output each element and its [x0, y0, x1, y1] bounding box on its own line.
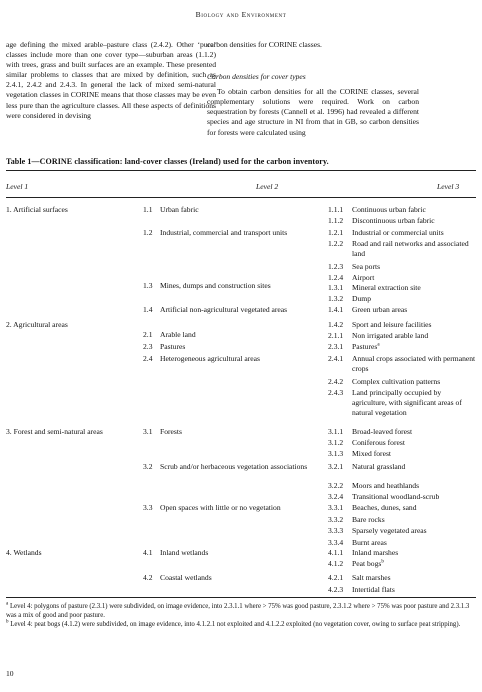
level3-label — [352, 573, 477, 583]
level3-label-text: Peat bogs — [352, 559, 382, 568]
level3-code: 1.4.1 — [328, 305, 344, 314]
level3-label — [352, 538, 477, 548]
level2-code: 1.4 — [143, 305, 153, 314]
level2-label: Mines, dumps and construction sites — [160, 281, 271, 290]
level3-code: 3.2.4 — [328, 492, 344, 501]
level3-label-text: Sparsely vegetated areas — [352, 526, 427, 535]
level2-code: 4.2 — [143, 573, 153, 582]
level3-label-text: Intertidal flats — [352, 585, 395, 594]
level3-label — [352, 449, 477, 459]
level3-label-text: Mixed forest — [352, 449, 392, 458]
level3-label — [352, 331, 477, 341]
level3-code: 2.4.1 — [328, 354, 344, 363]
level3-label-text: Industrial or commercial units — [352, 228, 444, 237]
table-footnotes — [6, 602, 476, 630]
level3-code: 2.4.3 — [328, 388, 344, 397]
level2-label: Forests — [160, 427, 182, 436]
level3-label — [352, 262, 477, 272]
level3-code: 3.3.3 — [328, 526, 344, 535]
table-bottom-rule — [6, 597, 476, 598]
level3-code: 3.3.2 — [328, 515, 344, 524]
right-column — [207, 40, 419, 138]
level2-code: 3.1 — [143, 427, 153, 436]
level3-code: 3.2.1 — [328, 462, 344, 471]
table-header-rule — [6, 197, 476, 198]
table-top-rule — [6, 170, 476, 171]
level3-label-text: Discontinuous urban fabric — [352, 216, 435, 225]
level3-label-text: Complex cultivation patterns — [352, 377, 441, 386]
level3-label — [352, 503, 477, 513]
level3-label-text: Land principally occupied by agriculture, with significant areas of natural vegetation — [352, 388, 462, 418]
level2-code: 1.3 — [143, 281, 153, 290]
table-header-level-2: Level 2 — [256, 182, 279, 191]
level3-label-text: Sport and leisure facilities — [352, 320, 432, 329]
level3-label — [352, 526, 477, 536]
level3-code: 2.4.2 — [328, 377, 344, 386]
level3-label — [352, 305, 477, 315]
level3-label — [352, 354, 477, 374]
level3-label-text: Non irrigated arable land — [352, 331, 429, 340]
level3-code: 1.3.1 — [328, 283, 344, 292]
level3-code: 1.3.2 — [328, 294, 344, 303]
level2-label: Urban fabric — [160, 205, 199, 214]
level2-label: Artificial non-agricultural vegetated areas — [160, 305, 288, 314]
table-caption: Table 1—CORINE classification: land-cover classes (Ireland) used for the carbon inventory. — [6, 157, 329, 166]
level2-label: Coastal wetlands — [160, 573, 212, 582]
level3-label — [352, 559, 477, 569]
level3-code: 3.3.4 — [328, 538, 344, 547]
level2-label: Heterogeneous agricultural areas — [160, 354, 260, 363]
right-column-carryover: carbon densities for CORINE classes. — [207, 40, 322, 49]
section-subheading: Carbon densities for cover types — [207, 72, 306, 82]
level3-code: 4.2.3 — [328, 585, 344, 594]
level2-code: 2.1 — [143, 330, 153, 339]
level2-code: 3.3 — [143, 503, 153, 512]
level3-label — [352, 228, 477, 238]
level3-label — [352, 283, 477, 293]
level3-label-text: Inland marshes — [352, 548, 399, 557]
level3-code: 3.2.2 — [328, 481, 344, 490]
footnote-mark: a — [6, 601, 9, 607]
level3-code: 4.1.2 — [328, 559, 344, 568]
level3-label — [352, 462, 477, 472]
level2-code: 4.1 — [143, 548, 153, 557]
level3-label-text: Moors and heathlands — [352, 481, 420, 490]
level2-label: Arable land — [160, 330, 196, 339]
running-head: Biology and Environment — [195, 10, 287, 19]
level3-label — [352, 585, 477, 595]
level3-code: 3.3.1 — [328, 503, 344, 512]
level3-code: 4.2.1 — [328, 573, 344, 582]
level2-label: Open spaces with little or no vegetation — [160, 503, 281, 512]
level3-code: 2.1.1 — [328, 331, 344, 340]
level3-label-text: Continuous urban fabric — [352, 205, 426, 214]
level3-code: 2.3.1 — [328, 342, 344, 351]
level3-label-text: Transitional woodland-scrub — [352, 492, 440, 501]
level3-label — [352, 438, 477, 448]
footnote-text: Level 4: polygons of pasture (2.3.1) were subdivided, on image evidence, into 2.3.1.1 where > 75% was good pasture, 2.3.1.2 where > 75% was poor pasture and 2.3.1.3 was a mix of good and poor pasture. — [6, 603, 470, 620]
level3-code: 1.1.1 — [328, 205, 344, 214]
level1-class: 3. Forest and semi-natural areas — [6, 427, 103, 436]
level2-label: Industrial, commercial and transport units — [160, 228, 288, 237]
footnote-b — [6, 620, 476, 629]
level3-label-text: Dump — [352, 294, 371, 303]
level1-class: 4. Wetlands — [6, 548, 42, 557]
level3-label-text: Green urban areas — [352, 305, 408, 314]
level2-label: Pastures — [160, 342, 186, 351]
level3-label — [352, 239, 477, 259]
level3-label — [352, 492, 477, 502]
footnote-a — [6, 602, 476, 620]
table-header-level-1: Level 1 — [6, 182, 29, 191]
level3-label — [352, 377, 477, 387]
level2-code: 1.2 — [143, 228, 153, 237]
level2-label: Inland wetlands — [160, 548, 209, 557]
level3-label-text: Airport — [352, 273, 375, 282]
level3-code: 1.1.2 — [328, 216, 344, 225]
level3-label-text: Natural grassland — [352, 462, 406, 471]
level3-code: 1.2.4 — [328, 273, 344, 282]
level2-code: 2.4 — [143, 354, 153, 363]
level3-code: 3.1.1 — [328, 427, 344, 436]
level3-label — [352, 548, 477, 558]
level3-code: 1.2.3 — [328, 262, 344, 271]
level2-code: 1.1 — [143, 205, 153, 214]
level3-label — [352, 216, 477, 226]
footnote-mark: a — [377, 342, 380, 348]
level3-label-text: Bare rocks — [352, 515, 385, 524]
level3-label-text: Salt marshes — [352, 573, 391, 582]
right-column-paragraph: To obtain carbon densities for all the CORINE classes, several complementary solutions were required. Work on carbon sequestration by forests (Cannell et al. 1996) had revealed a different species and age structure in NI from that in GB, so carbon densities for forests were calculated using — [207, 87, 419, 137]
level3-label — [352, 427, 477, 437]
level3-label — [352, 515, 477, 525]
level3-code: 1.2.2 — [328, 239, 344, 248]
level3-label — [352, 273, 477, 283]
level3-code: 3.1.2 — [328, 438, 344, 447]
level3-label-text: Mineral extraction site — [352, 283, 421, 292]
left-column-paragraph: age defining the mixed arable–pasture class (2.4.2). Other ‘pure’ classes include more than one cover type—suburban areas (1.1.2) with trees, grass and built surfaces are an example. These presented similar problems to classes that are mixed by definition, such as 2.4.1, 2.4.2 and 2.4.3. In general the lack of mixed semi-natural vegetation classes in CORINE means that those classes may be even less pure than the agriculture classes. All these aspects of definitions were considered in devising — [6, 40, 216, 120]
footnote-mark: b — [381, 559, 384, 565]
level3-code: 4.1.1 — [328, 548, 344, 557]
level3-code: 1.2.1 — [328, 228, 344, 237]
footnote-text: Level 4: peat bogs (4.1.2) were subdivided, on image evidence, into 4.1.2.1 not exploited and 4.1.2.2 exploited (no vegetation cover, owing to surface peat stripping). — [10, 621, 461, 629]
level3-label — [352, 481, 477, 491]
level3-label-text: Annual crops associated with permanent crops — [352, 354, 476, 374]
level3-label-text: Sea ports — [352, 262, 381, 271]
level2-code: 2.3 — [143, 342, 153, 351]
level3-code: 3.1.3 — [328, 449, 344, 458]
page-number: 10 — [6, 669, 14, 678]
level3-label-text: Burnt areas — [352, 538, 387, 547]
level3-label — [352, 320, 477, 330]
level3-label — [352, 294, 477, 304]
level1-class: 1. Artificial surfaces — [6, 205, 68, 214]
level3-label-text: Broad-leaved forest — [352, 427, 413, 436]
level3-label-text: Road and rail networks and associated land — [352, 239, 469, 259]
level3-code: 1.4.2 — [328, 320, 344, 329]
level3-label — [352, 205, 477, 215]
level2-label: Scrub and/or herbaceous vegetation associations — [160, 462, 308, 471]
level3-label-text: Pastures — [352, 342, 378, 351]
level3-label — [352, 388, 477, 418]
table-header-level-3: Level 3 — [437, 182, 460, 191]
level3-label — [352, 342, 477, 352]
footnote-mark: b — [6, 620, 9, 626]
level3-label-text: Beaches, dunes, sand — [352, 503, 417, 512]
level1-class: 2. Agricultural areas — [6, 320, 68, 329]
level2-code: 3.2 — [143, 462, 153, 471]
left-column — [6, 40, 216, 121]
level3-label-text: Coniferous forest — [352, 438, 405, 447]
